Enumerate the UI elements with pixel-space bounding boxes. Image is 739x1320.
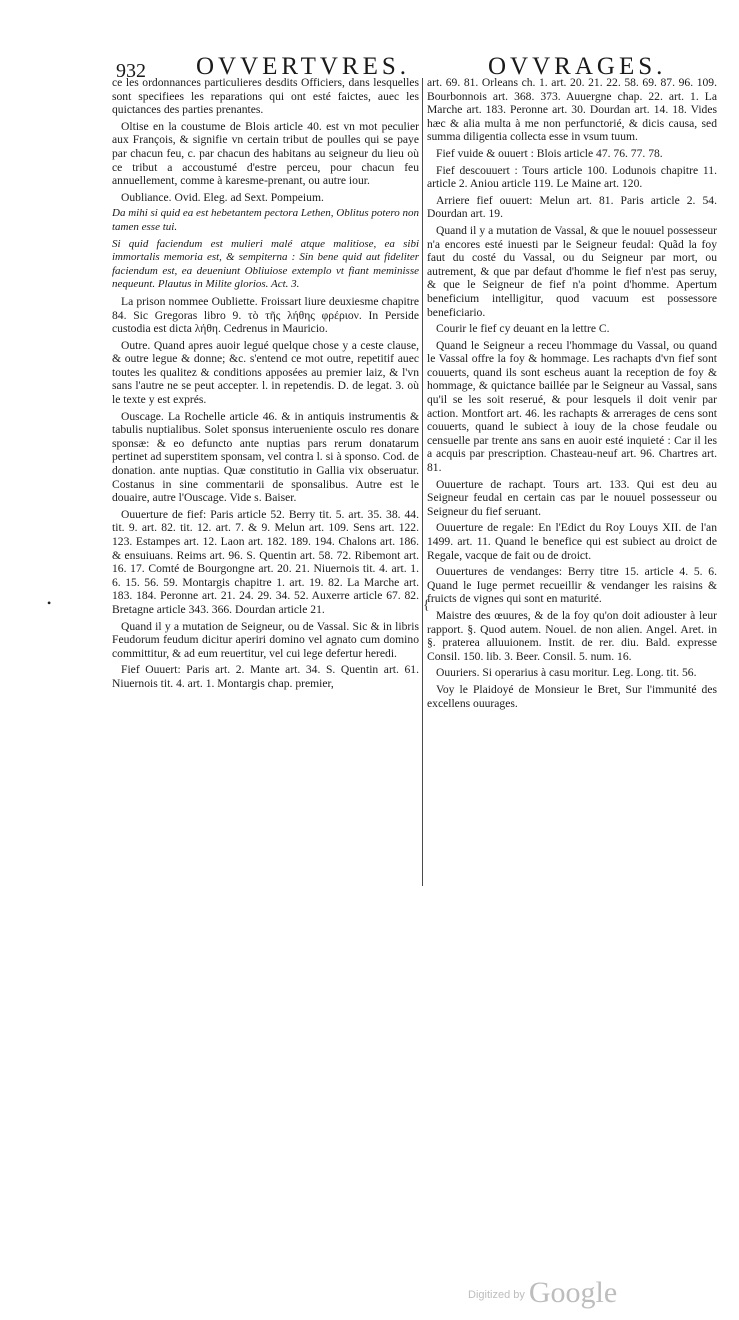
margin-brace-icon: {: [423, 598, 430, 613]
running-head-left: OVVERTVRES.: [196, 53, 411, 80]
paragraph: Quand il y a mutation de Seigneur, ou de Vassal. Sic & in libris Feudorum feudum dicitur aperiri domino vel agnato cum domino committitur, & ad eum reuertitur, vel cui lege defertur heredi.: [112, 619, 419, 660]
google-logo: Google: [528, 1276, 618, 1309]
paragraph: Ouuertures de vendanges: Berry titre 15. article 4. 5. 6. Quand le Iuge permet recueillir & vendanger les raisins & fruicts de vignes qui sont en maturité.: [427, 565, 717, 606]
digitized-watermark: [468, 1276, 617, 1316]
paragraph: ce les ordonnances particulieres desdits Officiers, dans lesquelles sont specifiees les reparations qui ont esté faictes, auec les quictances des parties prenantes.: [112, 76, 419, 117]
right-column: [427, 76, 717, 710]
paragraph: Ouscage. La Rochelle article 46. & in antiquis instrumentis & tabulis nuptialibus. Solet sponsus interueniente osculo res donare sponsæ: & eo defuncto ante nuptias pars rerum donatarum pertinet ad superstitem sponsam, vel contra l. si à sponso. Cod. de donation. ante nuptias. Quæ constitutio in Gallia vix obseruatur. Costanus in sine commentarii de sponsalibus. Autre est le douaire, autre l'Ouscage. Vide s. Baiser.: [112, 409, 419, 505]
paragraph: La prison nommee Oubliette. Froissart liure deuxiesme chapitre 84. Sic Gregoras libro 9. τὸ τῆς λήθης φρέριον. In Perside custodia est dicta λήθη. Cedrenus in Mauricio.: [112, 294, 419, 336]
paragraph: Ouuriers. Si operarius à casu moritur. Leg. Long. tit. 56.: [436, 666, 697, 680]
paragraph: Quand il y a mutation de Vassal, & que le nouuel possesseur n'a encores esté inuesti par le Seigneur feudal: Quãd la foy faut du costé du Vassal, ou du Seigneur par mort, ou autrement, & que par defaut d'homme le fief n'est pas seruy, & que le Seigneur de fief n'a point d'homme. Apertum beneficium intelligitur, quod vacuum est possessore beneficiario.: [427, 223, 717, 319]
page-number: 932: [116, 60, 146, 82]
paragraph: Oltise en la coustume de Blois article 40. est vn mot peculier aux François, & signifie vn certain tribut de poulles qui se paye par chacun feu, c. par chacun des habitans au seigneur du lieu où ce tribut a accoustumé d'estre perceu, pour chacun feu annuellement, comme à karesme-prenant, ou autre iour.: [112, 119, 419, 188]
paragraph: Ouuerture de fief: Paris article 52. Berry tit. 5. art. 35. 38. 44. tit. 9. art. 82. tit. 12. art. 7. & 9. Melun art. 109. Sens art. 122. 123. Estampes art. 12. Laon art. 182. 189. 194. Chalons art. 186. & ensuiuans. Reims art. 96. S. Quentin art. 58. 72. Ribemont art. 16. 17. Comté de Bourgongne art. 20. 21. Niuernois tit. 4. art. 1. 6. 15. 56. 59. Montargis chapitre 1. art. 19. 82. La Marche art. 183. 184. Peronne art. 21. 24. 29. 34. 52. Auxerre article 67. 82. Bretagne article 343. 366. Dourdan article 21.: [112, 507, 419, 616]
paragraph: Ouuerture de regale: En l'Edict du Roy Louys XII. de l'an 1499. art. 11. Quand le benefice qui est subiect au droict de Regale, vacque de fait ou de droict.: [427, 521, 717, 562]
watermark-small: Digitized by: [468, 1289, 525, 1301]
paragraph: Maistre des œuures, & de la foy qu'on doit adiouster à leur rapport. §. Quod autem. Nouel. de non alien. Angel. Aret. in §. praterea alluuionem. Instit. de rer. diu. Bald. expresse Consil. 150. lib. 3. Beer. Consil. 5. num. 16.: [427, 608, 717, 663]
paragraph: Quand le Seigneur a receu l'hommage du Vassal, ou quand le Vassal offre la foy & hommage. Les rachapts d'vn fief sont couuerts, quand ils sont escheus auant la reception de foy & hommage, & quictance baillée par le Seigneur au Vassal, sans qu'il se les soit reserué, & pour lesquels il doit venir par action. Montfort art. 46. les rachapts & arrerages de cens sont couuerts, quand le subiect à iouy de la chose feudale ou censuelle par trente ans sans en auoir esté inquieté : Car il les a acquis par prescription. Chasteau-neuf art. 96. Chartres art. 81.: [427, 338, 717, 475]
column-divider: [422, 78, 423, 886]
paragraph: Si quid faciendum est mulieri malé atque malitiose, ea sibi immortalis memoria est, & sempiterna : Sin bene quid aut fideliter faciendum est, ea deueniunt Obliuiose extemplo vt fiant meminisse nequeunt. Plautus in Milite glorios. Act. 3.: [112, 237, 419, 291]
paragraph: Oubliance. Ovid. Eleg. ad Sext. Pompeium.: [121, 190, 324, 204]
running-head-right: OVVRAGES.: [488, 53, 667, 80]
paragraph: Outre. Quand apres auoir legué quelque chose y a ceste clause, & outre legue & donne; &c. s'entend ce mot outre, repetitif auec toutes les qualitez & conditions apposées au premier laiz, & l'vn sans l'autre ne se peut accepter. l. in repetendis. D. de legat. 3. où le texte y est exprés.: [112, 338, 419, 407]
paragraph: art. 69. 81. Orleans ch. 1. art. 20. 21. 22. 58. 69. 87. 96. 109. Bourbonnois art. 368. 373. Auuergne chap. 22. art. 1. La Marche art. 183. Peronne art. 30. Dourdan art. 14. 18. Vides hæc & alia multa à me non perfunctorié, & dicis causa, sed summa diligentia collecta esse in vsum tuum.: [427, 76, 717, 144]
paragraph: Da mihi si quid ea est hebetantem pectora Lethen, Oblitus potero non tamen esse tui.: [112, 207, 419, 233]
paragraph: Fief descouuert : Tours article 100. Lodunois chapitre 11. article 2. Aniou article 119. Le Maine art. 120.: [427, 163, 717, 191]
paragraph: Fief vuide & ouuert : Blois article 47. 76. 77. 78.: [436, 146, 663, 160]
paragraph: Arriere fief ouuert: Melun art. 81. Paris article 2. 54. Dourdan art. 19.: [427, 193, 717, 221]
paragraph: Ouuerture de rachapt. Tours art. 133. Qui est deu au Seigneur feudal en certain cas par le nouuel possesseur ou Seigneur du fief seruant.: [427, 477, 717, 518]
left-column: [112, 76, 419, 691]
paragraph: Courir le fief cy deuant en la lettre C.: [436, 322, 610, 336]
margin-mark-icon: •: [47, 596, 52, 610]
paragraph: Fief Ouuert: Paris art. 2. Mante art. 34. S. Quentin art. 61. Niuernois tit. 4. art. 1. Montargis chap. premier,: [112, 663, 419, 690]
paragraph: Voy le Plaidoyé de Monsieur le Bret, Sur l'immunité des excellens ouurages.: [427, 682, 717, 710]
